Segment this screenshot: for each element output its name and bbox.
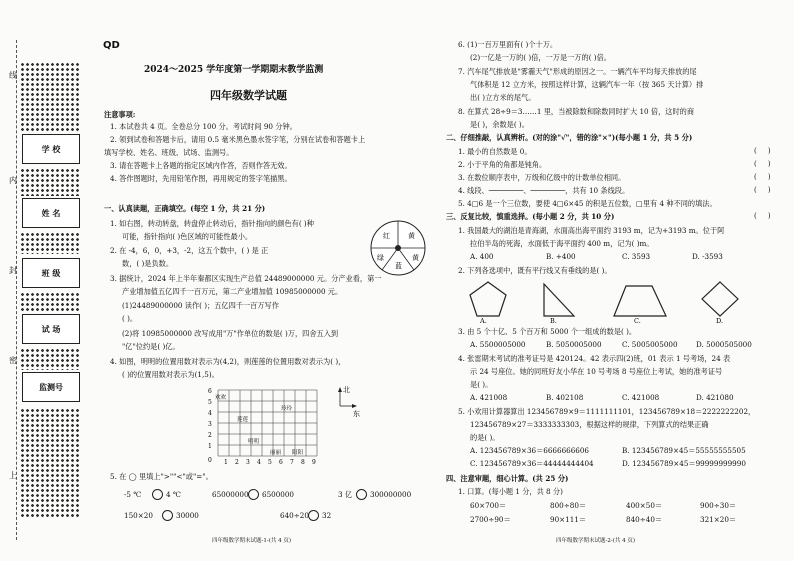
compare-left: -5 ℃: [124, 490, 142, 499]
option[interactable]: C. 123456789×36＝44444444404: [470, 459, 594, 468]
grid-name: 莲莲: [237, 417, 249, 423]
note-line: 4. 答作图题时，先用铅笔作图，再用规定的签字笔描黑。: [110, 174, 292, 183]
dot-pattern: [20, 348, 80, 370]
wheel-label: 绿: [377, 254, 384, 262]
wheel-label: 红: [383, 232, 390, 240]
x-tick: 9: [312, 459, 316, 466]
q6-line: 6. (1)一百万里面有( )个十万。: [458, 40, 558, 49]
option[interactable]: D. 123456789×45＝99999999990: [622, 459, 746, 468]
oral-item[interactable]: 840÷40＝: [626, 515, 663, 524]
right-column: [446, 0, 786, 561]
answer-paren[interactable]: ( ): [754, 147, 771, 155]
svg-text:A.: A.: [480, 317, 487, 324]
binding-strip: [0, 0, 100, 561]
oral-item[interactable]: 60×700＝: [470, 501, 507, 510]
compare-right: 6500000: [262, 490, 295, 499]
note-line: 3. 请在答题卡上各题的指定区域内作答，否则作答无效。: [110, 161, 292, 170]
grid-name: 玲玲: [281, 406, 293, 412]
compare-right: 4 ℃: [166, 490, 181, 499]
oral-item[interactable]: 321×20＝: [700, 515, 737, 524]
strip-char: 内: [9, 176, 17, 185]
compare-circle[interactable]: [248, 489, 259, 500]
q6-line: (2)一亿是一万的( )倍，一万是一万的( )倍。: [470, 53, 611, 62]
option[interactable]: C. 5005005000: [622, 340, 678, 349]
oral-item[interactable]: 90×111＝: [550, 515, 587, 524]
coordinate-grid: [208, 382, 328, 466]
note-line: 1. 本试卷共 4 页。全卷总分 100 分。考试时间 90 分钟。: [110, 122, 297, 131]
y-tick: 5: [208, 399, 212, 406]
x-tick: 2: [235, 459, 239, 466]
judge-item: 3. 在数位顺序表中，万级和亿级中的计数单位相同。: [458, 173, 626, 182]
compare-left: 65000000: [212, 490, 249, 499]
strip-char: 上: [9, 471, 17, 480]
q4-line: ( )的位置用数对表示为(1,5)。: [122, 370, 219, 379]
section-2-heading: 二、仔细推敲，认真辨析。(对的涂"√"，错的涂"×")(每小题 1 分，共 5 分): [446, 133, 693, 142]
left-column: [100, 0, 440, 561]
wheel-label: 蓝: [395, 262, 402, 270]
exam-room-box[interactable]: 试 场: [22, 314, 80, 344]
option[interactable]: A. 123456789×36＝6666666606: [470, 446, 590, 455]
compare-left: 3 亿: [338, 490, 353, 499]
compare-right: 30000: [176, 511, 199, 520]
dot-pattern: [20, 168, 80, 196]
school-box[interactable]: 学 校: [22, 134, 80, 164]
y-tick: 6: [208, 388, 212, 395]
answer-paren[interactable]: ( ): [754, 186, 771, 194]
x-tick: 6: [279, 459, 283, 466]
judge-item: 4. 线段、────────、────────，共有 10 条线段。: [458, 186, 630, 195]
q2-line: 2. 在 -4，6，0，+3，-2，这五个数中，( ) 是 正: [110, 246, 269, 255]
mc-q1-line: 拉伯半岛的死海，水面低于海平面约 400 m，记为( )m。: [470, 239, 654, 248]
exam-code: QD: [103, 40, 120, 51]
judge-item: 5. 4□6 是一个三位数，要使 4□6×45 的积是五位数，□里有 4 种不同的填法。: [458, 199, 717, 208]
north-label: 北: [343, 386, 350, 394]
judge-item: 1. 最小的自然数是 0。: [458, 147, 532, 156]
oral-item[interactable]: 900÷30＝: [700, 501, 737, 510]
q3-line: 3. 据统计，2024 年上半年秦都区实现生产总值 24489000000 元。分产业看，第一: [110, 274, 382, 283]
compare-right: 300000000: [370, 490, 412, 499]
q3-line: ( )。: [122, 314, 138, 323]
y-tick: 1: [208, 443, 212, 450]
q7-line: 气体积是 12 立方米，按照这样计算，这辆汽车一年（按 365 天计算）排: [470, 80, 704, 89]
grid-name: 明明: [248, 439, 260, 445]
notes-heading: 注意事项:: [104, 110, 136, 119]
grid-name: 欢欢: [215, 395, 227, 401]
answer-paren[interactable]: ( ): [754, 173, 771, 181]
exam-title: 2024～2025 学年度第一学期期末教学监测: [144, 65, 324, 75]
svg-text:D.: D.: [716, 317, 724, 324]
section-3-heading: 三、反复比较，慎重选择。(每小题 2 分，共 10 分): [446, 212, 615, 221]
q3-line: "亿"位约是( )亿。: [122, 342, 180, 351]
strip-char: 密: [9, 356, 17, 365]
section-1-heading: 一、认真读题，正确填空。(每空 1 分，共 21 分): [104, 204, 266, 213]
note-line: 2. 领到试卷和答题卡后，请用 0.5 毫米黑色墨水签字笔，分别在试卷和答题卡上: [110, 135, 366, 144]
dot-pattern: [20, 408, 80, 518]
answer-paren[interactable]: ( ): [754, 212, 771, 220]
compass-icon: [334, 384, 362, 424]
dot-pattern: [20, 232, 80, 254]
cut-line: [16, 40, 17, 540]
answer-paren[interactable]: ( ): [754, 160, 771, 168]
mc-q1-line: 1. 我国最大的湖泊是青海湖，水面高出海平面约 3193 m，记为+3193 m。位于阿: [458, 226, 725, 235]
strip-char: 线: [9, 71, 17, 80]
shape-options[interactable]: [466, 280, 766, 324]
mc-q4-line: 是( )。: [470, 380, 493, 389]
class-box[interactable]: 班 级: [22, 258, 80, 288]
q7-line: 出( )立方米的尾气。: [470, 93, 536, 102]
mc-q3-line: 3. 由 5 个十亿、5 个百万和 5000 个一组成的数是( )。: [458, 327, 637, 336]
option[interactable]: B. 123456789×45＝55555555505: [622, 446, 746, 455]
svg-text:C.: C.: [634, 317, 641, 324]
option[interactable]: A. 5500005000: [470, 340, 526, 349]
q7-line: 7. 汽车尾气排放是"雾霾天气"形成的原因之一。一辆汽车平均每天排放的尾: [458, 67, 697, 76]
x-tick: 3: [246, 459, 250, 466]
option[interactable]: D. 421080: [696, 393, 734, 402]
svg-text:B.: B.: [550, 317, 557, 324]
mc-q4-line: 示 24 号座位。她的同班好友小华在 10 号考场 8 号座位上考试，她的准考证号: [470, 367, 723, 376]
option[interactable]: C. 421008: [622, 393, 660, 402]
mc-q5-line: 的是( )。: [470, 433, 500, 442]
option[interactable]: B. +400: [546, 252, 576, 261]
wheel-label: 黄: [412, 254, 419, 262]
q3-line: (1)24489000000 读作( )；五亿四千一百万写作: [122, 301, 279, 310]
page-footer: 四年级数学期末试题-2-(共 4 页): [556, 538, 636, 544]
test-number-box[interactable]: 监测号: [22, 372, 80, 402]
q3-line: 产业增加值五亿四千一百万元，第二产业增加值 10985000000 元。: [122, 287, 343, 296]
compare-circle[interactable]: [152, 489, 163, 500]
q1-line: 1. 如右图，转动转盘，转盘停止转动后，指针指向的颜色有( )种: [110, 219, 314, 228]
x-tick: 1: [224, 459, 228, 466]
y-tick: 3: [208, 421, 212, 428]
q8-line: 8. 在算式 28÷9＝3……1 里，当被除数和除数同时扩大 10 倍，这时的商: [458, 107, 695, 116]
q5-line: 5. 在 ◯ 里填上">""<"或"="。: [110, 472, 213, 481]
mc-q4-line: 4. 张雷期末考试的准考证号是 420124。42 表示四(2)班，01 表示 1 号考场，24 表: [458, 354, 731, 363]
oral-item[interactable]: 2700÷90＝: [470, 515, 511, 524]
east-label: 东: [353, 410, 360, 418]
compare-circle[interactable]: [308, 510, 319, 521]
option[interactable]: D. 5000505000: [696, 340, 752, 349]
dot-pattern: [20, 292, 80, 312]
name-box[interactable]: 姓 名: [22, 198, 80, 228]
section-4-heading: 四、注意审题，细心计算。(共 25 分): [446, 474, 569, 483]
q4-line: 4. 如图，明明的位置用数对表示为(4,2)，则莲莲的位置用数对表示为( )，: [110, 357, 346, 366]
q1-line: 可能，指针指向( )色区域的可能性最小。: [122, 232, 253, 241]
grid-name: 丽丽: [270, 450, 282, 456]
q8-line: 是( )，余数是( )。: [470, 120, 529, 129]
y-tick: 2: [208, 432, 212, 439]
oral-heading: 1. 口算。(每小题 1 分，共 8 分): [458, 487, 563, 496]
y-tick: 4: [208, 410, 212, 417]
option[interactable]: A. 421008: [470, 393, 508, 402]
page-footer: 四年级数学期末试题-1-(共 4 页): [212, 538, 292, 544]
compare-circle[interactable]: [356, 489, 367, 500]
grid-name: 阳阳: [292, 450, 304, 456]
mc-q5-line: 5. 小欢用计算器算出 123456789×9＝1111111101，123456789×18＝2222222202，: [458, 407, 756, 416]
dot-pattern: [20, 62, 80, 132]
option[interactable]: B. 5050005000: [546, 340, 602, 349]
strip-char: 封: [9, 266, 17, 275]
note-line: 填写学校、姓名、班级、试场、监测号。: [104, 148, 234, 157]
option[interactable]: A. 400: [470, 252, 494, 261]
option[interactable]: D. -3593: [692, 252, 723, 261]
x-tick: 7: [290, 459, 294, 466]
x-tick: 5: [268, 459, 272, 466]
x-tick: 8: [301, 459, 305, 466]
compare-circle[interactable]: [162, 510, 173, 521]
mc-q2-line: 2. 下列各选项中，既有平行线又有垂线的是( )。: [458, 266, 612, 275]
x-tick: 4: [257, 459, 261, 466]
q2-line: 数，( )是负数。: [122, 259, 174, 268]
option[interactable]: C. 3593: [622, 252, 651, 261]
spinner-wheel: [368, 218, 428, 278]
wheel-label: 黄: [408, 232, 415, 240]
option[interactable]: B. 402108: [546, 393, 584, 402]
compare-right: 32: [322, 511, 332, 520]
compare-left: 150×20: [124, 511, 153, 520]
oral-item[interactable]: 400×50＝: [626, 501, 663, 510]
q3-line: (2)将 10985000000 改写成用"万"作单位的数是( )万，四舍五入到: [122, 329, 339, 338]
subject-title: 四年级数学试题: [210, 89, 287, 102]
mc-q5-line: 123456789×27＝3333333303，根据这样的规律，下列算式的结果正确: [470, 420, 709, 429]
compare-left: 640÷20: [280, 511, 309, 520]
y-tick: 0: [208, 457, 212, 464]
judge-item: 2. 小于平角的角都是钝角。: [458, 160, 547, 169]
oral-item[interactable]: 800÷80＝: [550, 501, 587, 510]
